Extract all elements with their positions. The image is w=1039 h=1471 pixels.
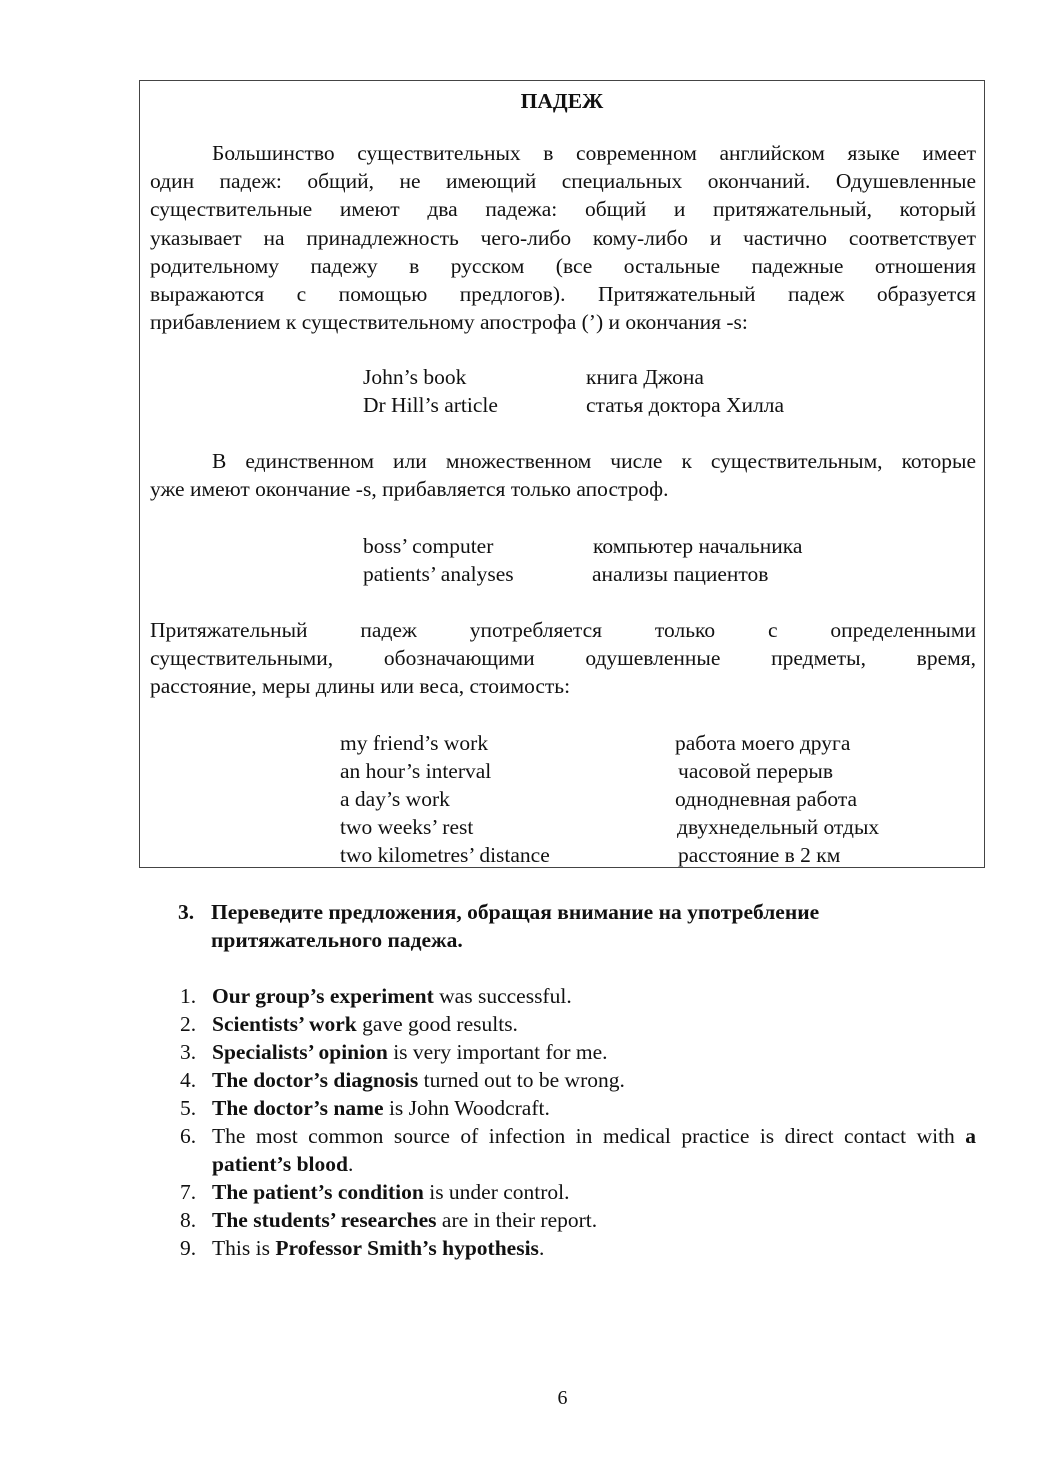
sentence-number: 8. bbox=[180, 1208, 197, 1232]
sentence-rest: is very important for me. bbox=[387, 1040, 608, 1064]
list-item bbox=[178, 1038, 976, 1066]
sentence-start: This is bbox=[212, 1236, 276, 1260]
example-russian: книга Джона bbox=[586, 365, 704, 389]
sentence-number: 4. bbox=[180, 1068, 197, 1092]
intro-line: существительные имеют два падежа: общий и притяжательный, который bbox=[150, 197, 976, 222]
example-russian: часовой перерыв bbox=[678, 759, 833, 783]
example-russian: однодневная работа bbox=[675, 787, 858, 811]
exercise-sentence-list bbox=[178, 982, 976, 1262]
example-english: two kilometres’ distance bbox=[340, 843, 550, 867]
possessive-phrase: The students’ researches bbox=[212, 1208, 437, 1232]
intro-line: выражаются с помощью предлогов). Притяжательный падеж образуется bbox=[150, 282, 976, 307]
usage-line: существительными, обозначающими одушевленные предметы, время, bbox=[150, 646, 976, 671]
sentence-start: The most common source of infection in medical practice is direct contact with bbox=[212, 1124, 966, 1148]
sentence-number: 7. bbox=[180, 1180, 197, 1204]
sentence-number: 3. bbox=[180, 1040, 197, 1064]
possessive-phrase: Scientists’ work bbox=[212, 1012, 357, 1036]
example-russian: статья доктора Хилла bbox=[586, 393, 785, 417]
example-english: two weeks’ rest bbox=[340, 815, 474, 839]
grammar-rule-box bbox=[139, 80, 985, 868]
example-english: my friend’s work bbox=[340, 731, 489, 755]
plural-paragraph bbox=[150, 447, 976, 503]
intro-line: Большинство существительных в современном английском языке имеет bbox=[212, 141, 976, 165]
possessive-phrase: Professor Smith’s hypothesis bbox=[275, 1236, 539, 1260]
sentence-rest: is under control. bbox=[423, 1180, 570, 1204]
sentence-rest: is John Woodcraft. bbox=[383, 1096, 550, 1120]
sentence-rest: gave good results. bbox=[356, 1012, 518, 1036]
list-item bbox=[178, 1178, 976, 1206]
page-number: 6 bbox=[557, 1387, 568, 1409]
list-item bbox=[178, 1010, 976, 1038]
example-russian: двухнедельный отдых bbox=[677, 815, 880, 839]
list-item bbox=[178, 1066, 976, 1094]
list-item bbox=[178, 1234, 976, 1262]
intro-line: родительному падежу в русском (все остальные падежные отношения bbox=[150, 253, 976, 278]
sentence-number: 1. bbox=[180, 984, 197, 1008]
example-russian: компьютер начальника bbox=[593, 534, 803, 558]
list-item bbox=[178, 982, 976, 1010]
exercise-instruction: Переведите предложения, обращая внимание на употребление bbox=[211, 900, 820, 924]
sentence-number: 9. bbox=[180, 1236, 197, 1260]
possessive-phrase: Our group’s experiment bbox=[212, 984, 434, 1008]
rule-title: ПАДЕЖ bbox=[520, 89, 604, 113]
sentence-rest: was successful. bbox=[433, 984, 572, 1008]
list-item bbox=[178, 1122, 976, 1178]
exercise-instruction: притяжательного падежа. bbox=[211, 928, 463, 952]
example-english: Dr Hill’s article bbox=[363, 393, 498, 417]
example-english: patients’ analyses bbox=[363, 562, 514, 586]
exercise-heading bbox=[178, 898, 938, 954]
possessive-phrase: The patient’s condition bbox=[212, 1180, 424, 1204]
intro-paragraph bbox=[150, 139, 976, 336]
example-russian: работа моего друга bbox=[675, 731, 851, 755]
sentence-rest: turned out to be wrong. bbox=[418, 1068, 625, 1092]
example-russian: анализы пациентов bbox=[592, 562, 769, 586]
example-english: boss’ computer bbox=[363, 534, 494, 558]
example-russian: расстояние в 2 км bbox=[678, 843, 841, 867]
sentence-number: 2. bbox=[180, 1012, 197, 1036]
example-english: a day’s work bbox=[340, 787, 450, 811]
usage-paragraph bbox=[150, 616, 976, 701]
possessive-phrase: Specialists’ opinion bbox=[212, 1040, 388, 1064]
sentence-rest: . bbox=[538, 1236, 545, 1260]
example-english: an hour’s interval bbox=[340, 759, 492, 783]
sentence-number: 6. bbox=[180, 1124, 197, 1148]
possessive-phrase: The doctor’s name bbox=[212, 1096, 384, 1120]
intro-line: прибавлением к существительному апострофа (’) и окончания -s: bbox=[150, 310, 748, 335]
intro-line: один падеж: общий, не имеющий специальных окончаний. Одушевленные bbox=[150, 169, 976, 194]
plural-line: В единственном или множественном числе к существительным, которые bbox=[212, 449, 976, 473]
sentence-rest: . bbox=[348, 1152, 354, 1176]
usage-line: расстояние, меры длины или веса, стоимость: bbox=[150, 674, 571, 699]
possessive-phrase: a patient’s blood bbox=[212, 1124, 976, 1176]
sentence-rest: are in their report. bbox=[436, 1208, 598, 1232]
list-item bbox=[178, 1094, 976, 1122]
possessive-phrase: The doctor’s diagnosis bbox=[212, 1068, 419, 1092]
example-english: John’s book bbox=[363, 365, 467, 389]
exercise-number: 3. bbox=[178, 900, 195, 924]
plural-line: уже имеют окончание -s, прибавляется только апостроф. bbox=[150, 477, 669, 502]
list-item bbox=[178, 1206, 976, 1234]
intro-line: указывает на принадлежность чего-либо кому-либо и частично соответствует bbox=[150, 225, 976, 250]
sentence-number: 5. bbox=[180, 1096, 197, 1120]
usage-line: Притяжательный падеж употребляется только с определенными bbox=[150, 618, 976, 642]
